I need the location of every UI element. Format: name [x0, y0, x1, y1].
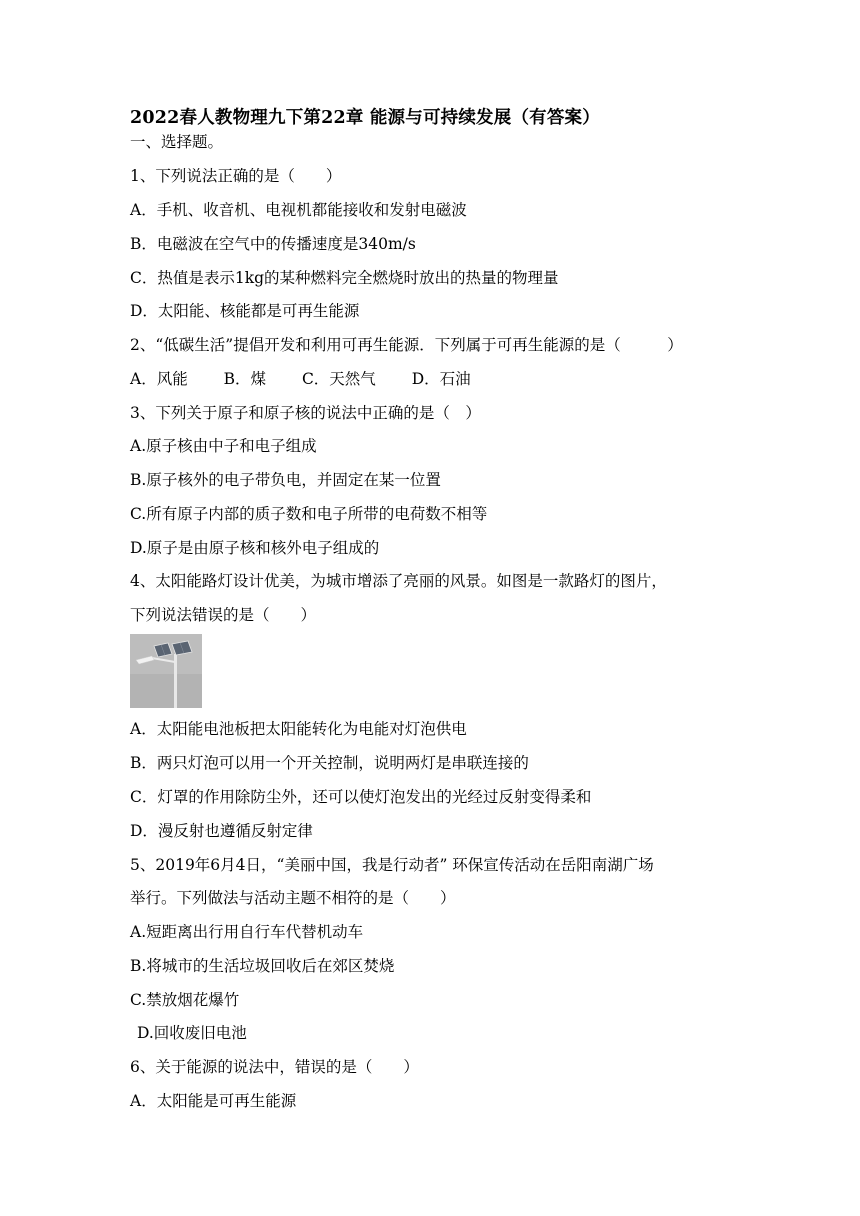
question-4-option-c: C．灯罩的作用除防尘外，还可以使灯泡发出的光经过反射变得柔和	[130, 788, 592, 806]
question-2: 2、“低碳生活”提倡开发和利用可再生能源．下列属于可再生能源的是（ ）	[130, 336, 683, 354]
question-5-continued: 举行。下列做法与活动主题不相符的是（ ）	[130, 889, 456, 907]
question-3-option-c: C.所有原子内部的质子数和电子所带的电荷数不相等	[130, 505, 488, 523]
question-5-option-a: A.短距离出行用自行车代替机动车	[130, 923, 364, 941]
question-3-option-a: A.原子核由中子和电子组成	[130, 437, 317, 455]
question-2-options: A．风能 B．煤 C．天然气 D．石油	[130, 370, 471, 388]
question-5-option-b: B.将城市的生活垃圾回收后在郊区焚烧	[130, 957, 395, 975]
question-4-continued: 下列说法错误的是（ ）	[130, 606, 317, 624]
question-5-option-d: D.回收废旧电池	[137, 1024, 247, 1042]
question-1-option-a: A．手机、收音机、电视机都能接收和发射电磁波	[130, 201, 467, 219]
question-4-option-d: D．漫反射也遵循反射定律	[130, 822, 313, 840]
question-6: 6、关于能源的说法中，错误的是（ ）	[130, 1058, 419, 1076]
question-1: 1、下列说法正确的是（ ）	[130, 167, 342, 185]
question-5-option-c: C.禁放烟花爆竹	[130, 991, 240, 1009]
section-heading: 一、选择题。	[130, 133, 224, 151]
question-1-option-c: C．热值是表示1kg的某种燃料完全燃烧时放出的热量的物理量	[130, 269, 559, 287]
street-lamp-image	[130, 634, 202, 708]
solar-street-lamp-icon	[130, 634, 202, 708]
question-4-option-b: B．两只灯泡可以用一个开关控制，说明两灯是串联连接的	[130, 754, 529, 772]
question-3-option-d: D.原子是由原子核和核外电子组成的	[130, 539, 380, 557]
question-4: 4、太阳能路灯设计优美，为城市增添了亮丽的风景。如图是一款路灯的图片，	[130, 572, 667, 590]
question-5: 5、2019年6月4日，“美丽中国，我是行动者” 环保宣传活动在岳阳南湖广场	[130, 856, 654, 874]
question-1-option-d: D．太阳能、核能都是可再生能源	[130, 302, 360, 320]
question-3-option-b: B.原子核外的电子带负电，并固定在某一位置	[130, 471, 441, 489]
question-6-option-a: A．太阳能是可再生能源	[130, 1092, 297, 1110]
question-4-option-a: A．太阳能电池板把太阳能转化为电能对灯泡供电	[130, 720, 467, 738]
question-3: 3、下列关于原子和原子核的说法中正确的是（ ）	[130, 404, 481, 422]
document-title: 2022春人教物理九下第22章 能源与可持续发展（有答案）	[130, 108, 600, 128]
question-1-option-b: B．电磁波在空气中的传播速度是340m/s	[130, 235, 416, 253]
